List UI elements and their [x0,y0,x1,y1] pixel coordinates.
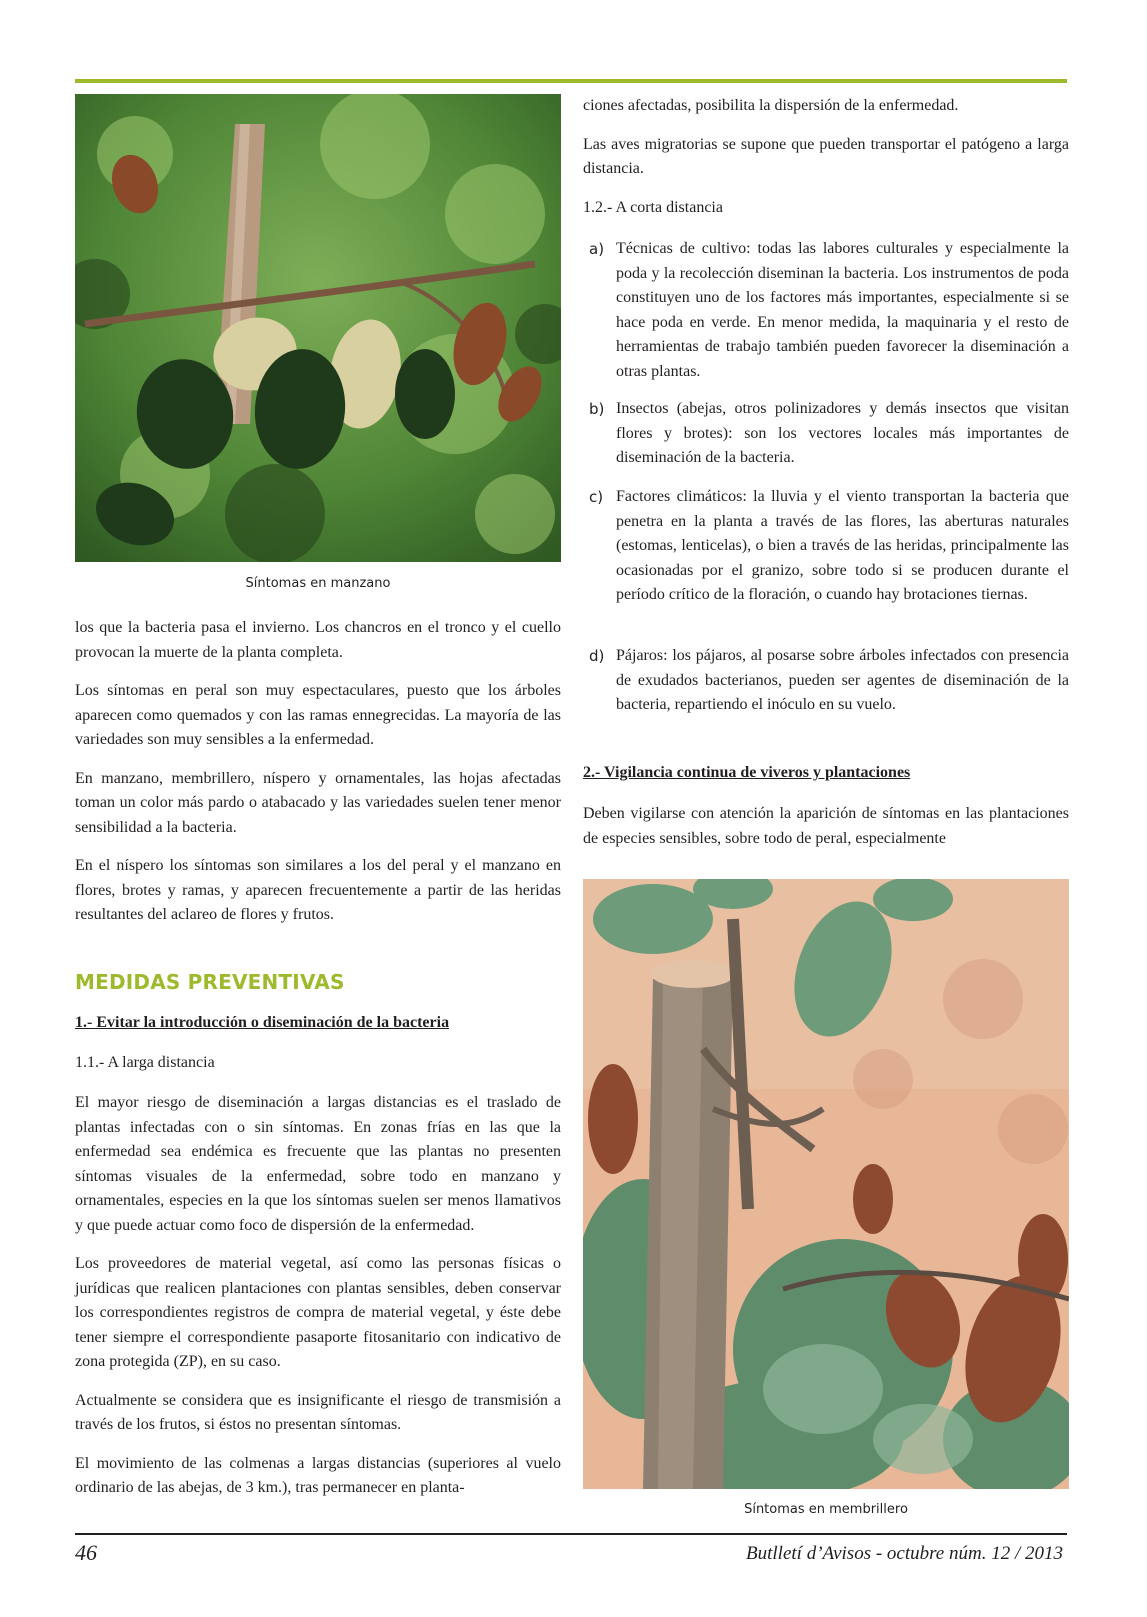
caption-membrillero: Síntomas en membrillero [744,1502,908,1517]
paragraph: El mayor riesgo de diseminación a largas distancias es el traslado de plantas infectadas con o sin síntomas. En zonas frías en las que la enfermedad sea endémica es frecuente que las plantas no presenten síntomas visuales de la enfermedad, sobre todo en manzano y ornamentales, especies en la que los síntomas suelen ser menos llamativos y que puede actuar como foco de dispersión de la enfermedad. [75,1094,561,1234]
paragraph: Los síntomas en peral son muy espectaculares, puesto que los árboles aparecen como quemados y con las ramas ennegrecidas. La mayoría de las variedades son muy sensibles a la enfermedad. [75,682,561,748]
photo-membrillero [583,879,1069,1489]
paragraph: ciones afectadas, posibilita la dispersión de la enfermedad. [583,97,959,114]
subsection-heading: 1.- Evitar la introducción o diseminación de la bacteria [75,1014,450,1031]
list-item-text: Insectos (abejas, otros polinizadores y demás insectos que visitan flores y brotes): son los vectores locales más importantes de diseminación de la bacteria. [616,400,1069,466]
photo-manzano [75,94,561,562]
photo-manzano-image [75,94,561,562]
list-item-c [583,485,1069,608]
list-marker: c) [589,488,604,506]
right-column-lower [583,802,1069,851]
subsection-label: 1.2.- A corta distancia [583,199,723,216]
paragraph: En manzano, membrillero, níspero y ornamentales, las hojas afectadas toman un color más pardo o atabacado y las variedades suelen tener menor sensibilidad a la bacteria. [75,769,561,836]
page-number: 46 [75,1540,97,1565]
left-column-lower [75,1091,561,1501]
list-item-text: Factores climáticos: la lluvia y el viento transportan la bacteria que penetra en la planta a través de las flores, las aberturas naturales (estomas, lenticelas), o bien a través de las heridas, principalmente las ocasionadas por el granizo, sobre todo si se producen durante el período crítico de la floración, o cuando hay brotaciones tiernas. [616,488,1069,603]
right-column-upper [583,94,1069,182]
section-title: MEDIDAS PREVENTIVAS [75,970,345,994]
list-item-text: Técnicas de cultivo: todas las labores culturales y especialmente la poda y la recolección diseminan la bacteria. Los instrumentos de poda constituyen uno de los factores más importantes, especialmente si se hace poda en verde. En menor medida, la maquinaria y el resto de herramientas de trabajo también pueden favorecer la diseminación a otras plantas. [616,240,1069,380]
subsection-heading: 2.- Vigilancia continua de viveros y plantaciones [583,764,911,781]
list-item-b [583,397,1069,471]
paragraph: Las aves migratorias se supone que pueden transportar el patógeno a larga distancia. [583,135,1069,177]
list-item-a [583,237,1069,384]
photo-membrillero-image [583,879,1069,1489]
publication-title: Butlletí d’Avisos - octubre núm. 12 / 2013 [746,1543,1063,1564]
list-marker: a) [589,240,605,258]
paragraph: Los proveedores de material vegetal, así como las personas físicas o jurídicas que realicen plantaciones con plantas sensibles, deben conservar los correspondientes registros de compra de material vegetal, y éste debe tener siempre el correspondiente pasaporte fitosanitario con indicativo de zona protegida (ZP), en su caso. [75,1255,561,1370]
paragraph: En el níspero los síntomas son similares a los del peral y el manzano en flores, brotes y ramas, y aparecen frecuentemente a partir de las heridas resultantes del aclareo de flores y frutos. [75,857,561,923]
paragraph: los que la bacteria pasa el invierno. Los chancros en el tronco y el cuello provocan la muerte de la planta completa. [75,619,561,661]
list-marker: d) [589,647,605,665]
list-item-d [583,644,1069,718]
list-marker: b) [589,400,605,418]
paragraph: Deben vigilarse con atención la aparición de síntomas en las plantaciones de especies sensibles, sobre todo de peral, especialmente [583,805,1069,847]
subsection-label: 1.1.- A larga distancia [75,1054,215,1071]
paragraph: El movimiento de las colmenas a largas distancias (superiores al vuelo ordinario de las abejas, de 3 km.), tras permanecer en planta- [75,1454,561,1496]
top-rule [75,79,1067,83]
left-column-upper [75,616,561,928]
caption-manzano: Síntomas en manzano [245,576,391,591]
bottom-rule [75,1533,1067,1535]
list-item-text: Pájaros: los pájaros, al posarse sobre árboles infectados con presencia de exudados bacterianos, pueden ser agentes de diseminación de la bacteria, repartiendo el inóculo en su vuelo. [616,647,1069,713]
paragraph: Actualmente se considera que es insignificante el riesgo de transmisión a través de los frutos, si éstos no presentan síntomas. [75,1391,561,1433]
